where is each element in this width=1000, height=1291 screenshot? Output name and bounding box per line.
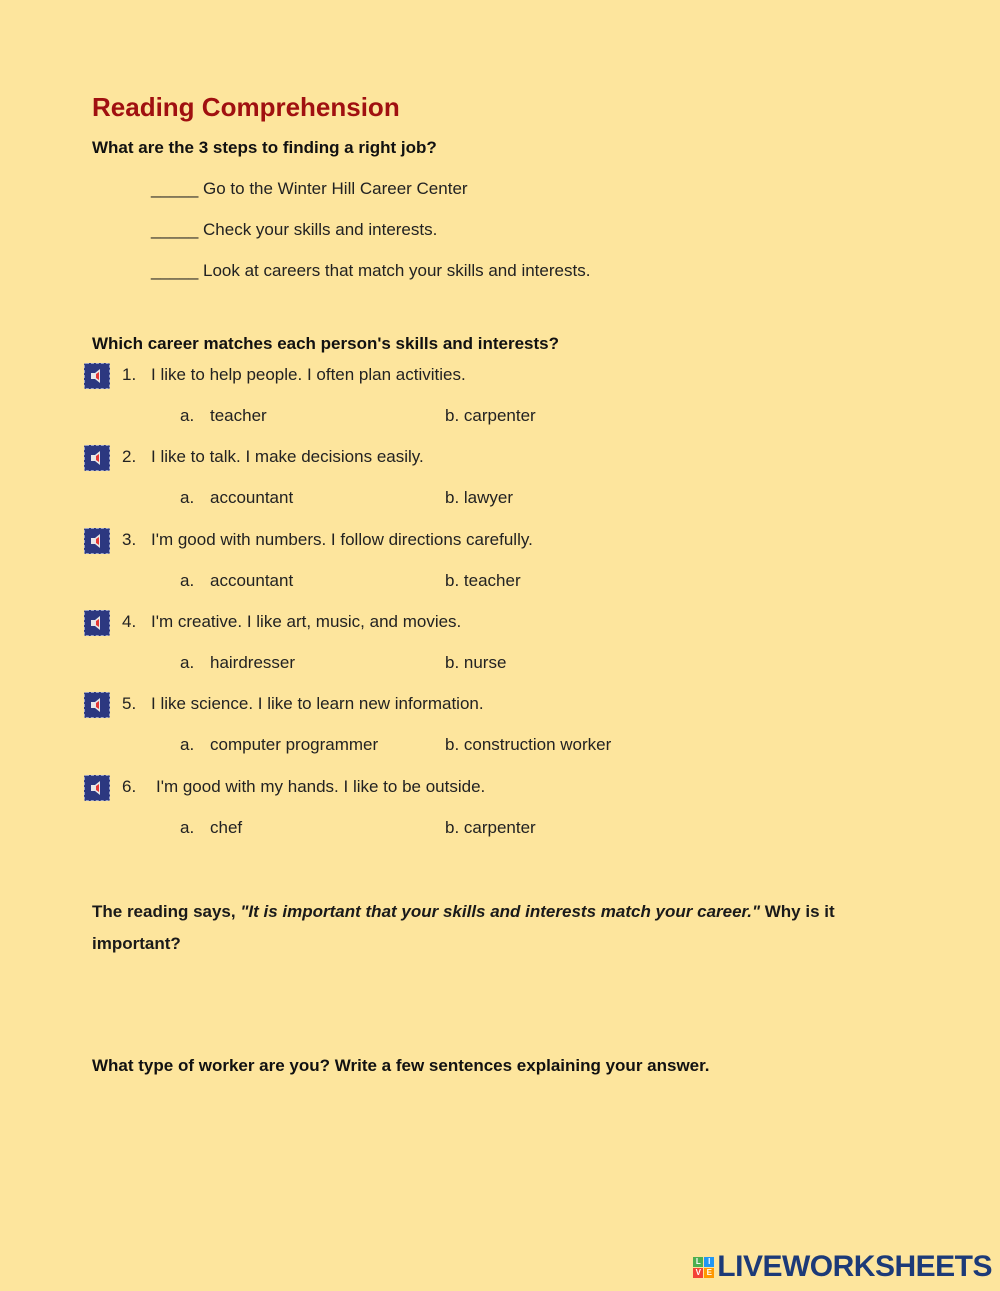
option-a-label: a. — [180, 406, 195, 425]
steps-question: What are the 3 steps to finding a right job? — [92, 138, 437, 157]
option-a-text: accountant — [210, 488, 294, 507]
option-b[interactable]: b. teacher — [445, 571, 521, 590]
step-2 — [151, 220, 437, 240]
speaker-icon[interactable] — [84, 528, 110, 554]
logo-block-l: L — [693, 1257, 703, 1267]
careers-question: Which career matches each person's skills and interests? — [92, 334, 560, 353]
step-2-blank[interactable]: _____ — [151, 220, 199, 239]
step-1 — [151, 179, 468, 199]
item-number: 6. — [122, 777, 137, 796]
option-a-text: computer programmer — [210, 735, 379, 754]
speaker-icon[interactable] — [84, 775, 110, 801]
option-a[interactable] — [180, 488, 293, 508]
speaker-icon[interactable] — [84, 610, 110, 636]
item-number: 3. — [122, 530, 137, 549]
step-1-text: Go to the Winter Hill Career Center — [203, 179, 468, 198]
option-a-label: a. — [180, 653, 195, 672]
option-a-label: a. — [180, 488, 195, 507]
liveworksheets-logo — [693, 1250, 992, 1284]
option-b[interactable]: b. nurse — [445, 653, 507, 672]
option-a-label: a. — [180, 571, 195, 590]
item-statement: I like science. I like to learn new information. — [151, 694, 484, 713]
step-2-text: Check your skills and interests. — [203, 220, 438, 239]
speaker-icon[interactable] — [84, 363, 110, 389]
step-3 — [151, 261, 590, 281]
item-statement: I'm creative. I like art, music, and movies. — [151, 612, 462, 631]
item-number: 1. — [122, 365, 137, 384]
option-b[interactable]: b. carpenter — [445, 818, 536, 837]
item-statement: I like to help people. I often plan activities. — [151, 365, 466, 384]
item-statement: I'm good with numbers. I follow directions carefully. — [151, 530, 533, 549]
option-b[interactable]: b. carpenter — [445, 406, 536, 425]
option-a[interactable] — [180, 406, 267, 426]
logo-block-i: I — [704, 1257, 714, 1267]
logo-blocks — [693, 1257, 714, 1278]
option-a-text: accountant — [210, 571, 294, 590]
option-a[interactable] — [180, 571, 293, 591]
page-title: Reading Comprehension — [92, 92, 400, 122]
worker-type-question: What type of worker are you? Write a few sentences explaining your answer. — [92, 1056, 710, 1075]
option-b[interactable]: b. construction worker — [445, 735, 612, 754]
item-number: 2. — [122, 447, 137, 466]
item-statement: I'm good with my hands. I like to be outside. — [156, 777, 486, 796]
item-statement: I like to talk. I make decisions easily. — [151, 447, 424, 466]
option-a[interactable] — [180, 653, 295, 673]
item-number: 4. — [122, 612, 137, 631]
step-3-text: Look at careers that match your skills and interests. — [203, 261, 591, 280]
step-3-blank[interactable]: _____ — [151, 261, 199, 280]
importance-suffix: Why is it important? — [92, 902, 835, 953]
speaker-icon[interactable] — [84, 692, 110, 718]
importance-prefix: The reading says, — [92, 902, 241, 921]
logo-text: LIVEWORKSHEETS — [717, 1250, 992, 1283]
logo-block-v: V — [693, 1268, 703, 1278]
importance-question — [92, 896, 912, 960]
option-b[interactable]: b. lawyer — [445, 488, 514, 507]
logo-block-e: E — [704, 1268, 714, 1278]
option-a-text: chef — [210, 818, 243, 837]
step-1-blank[interactable]: _____ — [151, 179, 199, 198]
item-number: 5. — [122, 694, 137, 713]
option-a-label: a. — [180, 818, 195, 837]
importance-quote: "It is important that your skills and interests match your career." — [240, 902, 761, 921]
option-a[interactable] — [180, 735, 378, 755]
option-a-label: a. — [180, 735, 195, 754]
option-a-text: teacher — [210, 406, 267, 425]
option-a[interactable] — [180, 818, 242, 838]
speaker-icon[interactable] — [84, 445, 110, 471]
option-a-text: hairdresser — [210, 653, 296, 672]
